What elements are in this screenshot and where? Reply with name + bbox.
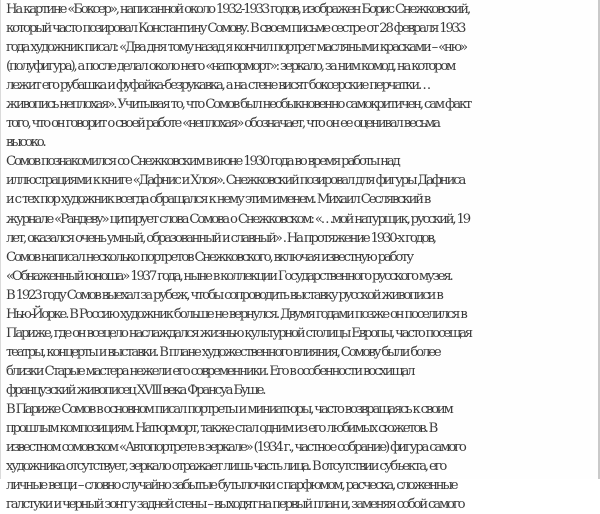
text-line: года художник писал: «Два дня тому назад я кончил портрет масляными красками – «ню» bbox=[6, 40, 466, 56]
text-line: лет, оказался очень умный, образованный и славный» . На протяжение 1930-х годов, bbox=[6, 230, 435, 246]
text-line: и с тех пор художник всегда обращался к нему этим именем. Михаил Сеслявский в bbox=[6, 192, 430, 208]
text-line: Париже, где он всецело наслаждался жизнью культурной столицы Европы, часто посещая bbox=[6, 325, 471, 341]
text-line: Нью-Йорке. В Россию художник больше не вернулся. Двумя годами позже он поселился в bbox=[6, 306, 466, 322]
article-body bbox=[6, 0, 592, 514]
text-line: французский живописец XVIII века Франсуа Буше. bbox=[6, 382, 265, 398]
paragraph bbox=[6, 286, 592, 400]
paragraph bbox=[6, 400, 592, 514]
text-line: (полуфигура), а после делал около него «натюрморт»: зеркало, за ним комод, на котором bbox=[6, 59, 455, 75]
text-line: близки Старые мастера нежели его современники. Его в особенности восхищал bbox=[6, 363, 414, 379]
text-line: В Париже Сомов в основном писал портреты и миниатюры, часто возвращаясь к своим bbox=[6, 401, 452, 417]
text-line: известном сомовском «Автопортрете в зеркале» (1934 г., частное собрание) фигура самого bbox=[6, 440, 465, 456]
text-line: галстуки и черный зонт у задней стены – выходят на первый план и, заменяя собой самого bbox=[6, 497, 464, 513]
text-line: иллюстрациями к книге «Дафнис и Хлоя». Снежковский позировал для фигуры Дафниса bbox=[6, 173, 465, 189]
paragraph bbox=[6, 152, 592, 285]
text-line: На картине «Боксер», написанной около 1932-1933 годов, изображен Борис Снежковский, bbox=[6, 2, 469, 17]
text-line: живопись неплохая». Учитывая то, что Сомов был необыкновенно самокритичен, сам факт bbox=[6, 97, 471, 113]
text-line: личные вещи – словно случайно забытые бутылочки с парфюмом, расческа, сложенные bbox=[6, 478, 457, 494]
text-line: театры, концерты и выставки. В плане художественного влияния, Сомову были более bbox=[6, 344, 440, 360]
text-line: журнале «Рандеву» цитирует слова Сомова о Снежковском: «…мой натурщик, русский, 19 bbox=[6, 211, 469, 227]
text-line: того, что он говорит о своей работе «неплохая» обозначает, что он ее оценивал весьма bbox=[6, 116, 439, 132]
text-line: Сомов написал несколько портретов Снежковского, включая известную работу bbox=[6, 249, 412, 265]
text-line: лежит его рубашка и фуфайка-безрукавка, а на стене висят боксерские перчатки… bbox=[6, 78, 430, 94]
text-line: который часто позировал Константину Сомову. В своем письме сестре от 28 февраля 1933 bbox=[6, 21, 465, 37]
text-line: «Обнаженный юноша» 1937 года, ныне в коллекции Государственного русского музея. bbox=[6, 268, 452, 284]
text-line: высоко. bbox=[6, 135, 45, 151]
paragraph bbox=[6, 0, 592, 152]
text-line: художника отсутствует, зеркало отражает лишь часть лица. В отсутствии субъекта, его bbox=[6, 459, 446, 475]
text-line: В 1923 году Сомов выехал за рубеж, чтобы сопроводить выставку русской живописи в bbox=[6, 287, 442, 303]
text-line: Сомов познакомился со Снежковским в июне 1930 года во время работы над bbox=[6, 154, 399, 170]
text-line: прошлым композициям. Натюрморт, также стал одним из его любимых сюжетов. В bbox=[6, 421, 437, 437]
